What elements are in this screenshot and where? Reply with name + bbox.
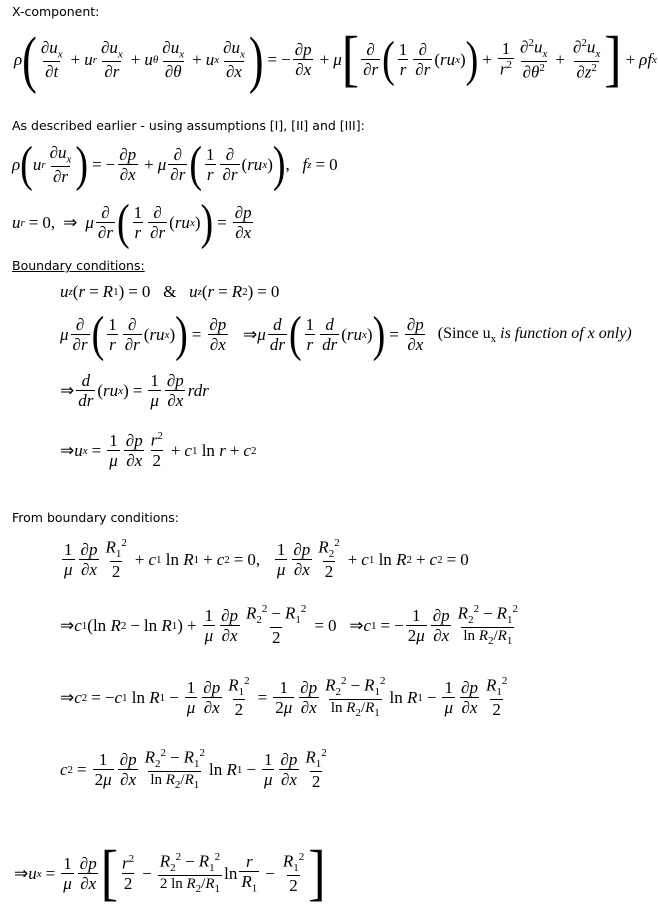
equation-ordinary: μ $\frac{\partial}{\partial r}$ ( $\frac{1}{r}$ $\frac{\partial}{\partial r}$ ( ru x ) ) = $\frac{\partial p}{\partial x}$ ⇒ μ $\frac{d}{dr}$ ( $\frac{1}{r}$ $\frac{d}{dr}$ ( ru x ) ) = $\frac{\partial p}{\partial x}$ (Since $u_x$ is function of x only) <box>60 307 632 363</box>
equation-final-velocity: ⇒ u x = $\frac{1}{\mu}$ $\frac{\partial p}{\partial x}$ [ $\frac{r^2}{2}$ − $\frac{R_2^2 - R_1^2}{2 \ln R_2/R_1}$ ln $\frac{r}{R_1}$ − $\frac{R_1^2}{2}$ ] <box>14 839 326 908</box>
equation-general-solution: ⇒ u x = $\frac{1}{\mu}$ $\frac{\partial p}{\partial x}$ $\frac{r^2}{2}$ + c 1 ln r + c 2 <box>60 430 257 470</box>
equation-x-momentum: ρ ( $\frac{\partial u_x}{\partial t}$ + u r $\frac{\partial u_x}{\partial r}$ + u θ $\frac{\partial u_x}{\partial\theta}$ + u x $\frac{\partial u_x}{\partial x}$ ) = − $\frac{\partial p}{\partial x}$ + μ [ $\frac{\partial}{\partial r}$ ( $\frac{1}{r}$ $\frac{\partial}{\partial r}$ ( ru x ) ) + $\frac{1}{r^2}$ $\frac{\partial^2u_x}{\partial\theta^2}$ + $\frac{\partial^2u_x}{\partial z^2}$ ] + ρf x <box>14 23 657 95</box>
equation-boundary-system: $\frac{1}{\mu}$ $\frac{\partial p}{\partial x}$ $\frac{R_1^2}{2}$ + c 1 ln R 1 + c 2 = 0, $\frac{1}{\mu}$ $\frac{\partial p}{\partial x}$ $\frac{R_2^2}{2}$ + c 1 ln R 2 + c 2 = 0 <box>64 537 469 582</box>
since-subscript: x <box>490 333 497 346</box>
since-rest: is function of x only) <box>496 324 632 342</box>
heading-assumptions: As described earlier - using assumptions [I], [II] and [III]: <box>12 118 365 133</box>
equation-boundary-values: u z ( r = R 1 ) = 0 & u z ( r = R 2 ) = 0 <box>60 282 280 301</box>
heading-x-component: X-component: <box>12 4 100 19</box>
equation-c1: ⇒ c 1 (ln R 2 − ln R 1 ) + $\frac{1}{\mu}$ $\frac{\partial p}{\partial x}$ $\frac{R_2^2 - R_1^2}{2}$ = 0 ⇒ c 1 = − $\frac{1}{2\mu}$ $\frac{\partial p}{\partial x}$ $\frac{R_2^2 - R_1^2}{\ln R_2/R_1}$ <box>60 603 519 648</box>
equation-ur-zero: u r = 0, ⇒ μ $\frac{\partial}{\partial r}$ ( $\frac{1}{r}$ $\frac{\partial}{\partial r}$ ( ru x ) ) = $\frac{\partial p}{\partial x}$ <box>12 195 252 251</box>
heading-boundary-conditions: Boundary conditions: <box>12 258 145 273</box>
equation-simplified: ρ ( u r $\frac{\partial u_x}{\partial r}$ ) = − $\frac{\partial p}{\partial x}$ + μ $\frac{\partial}{\partial r}$ ( $\frac{1}{r}$ $\frac{\partial}{\partial r}$ ( ru x ) ) , f z = 0 <box>12 137 338 193</box>
since-note: (Since u <box>437 324 491 342</box>
heading-from-boundary: From boundary conditions: <box>12 510 179 525</box>
equation-c2-derivation: ⇒ c 2 = − c 1 ln R 1 − $\frac{1}{\mu}$ $\frac{\partial p}{\partial x}$ $\frac{R_1^2}{2}$ = $\frac{1}{2\mu}$ $\frac{\partial p}{\partial x}$ $\frac{R_2^2 - R_1^2}{\ln R_2/R_1}$ ln R 1 − $\frac{1}{\mu}$ $\frac{\partial p}{\partial x}$ $\frac{R_1^2}{2}$ <box>60 675 508 720</box>
equation-c2: c 2 = $\frac{1}{2\mu}$ $\frac{\partial p}{\partial x}$ $\frac{R_2^2 - R_1^2}{\ln R_2/R_1}$ ln R 1 − $\frac{1}{\mu}$ $\frac{\partial p}{\partial x}$ $\frac{R_1^2}{2}$ <box>60 747 327 792</box>
equation-first-integral: ⇒ $\frac{d}{dr}$ ( ru x ) = $\frac{1}{\mu}$ $\frac{\partial p}{\partial x}$ rdr <box>60 370 209 410</box>
